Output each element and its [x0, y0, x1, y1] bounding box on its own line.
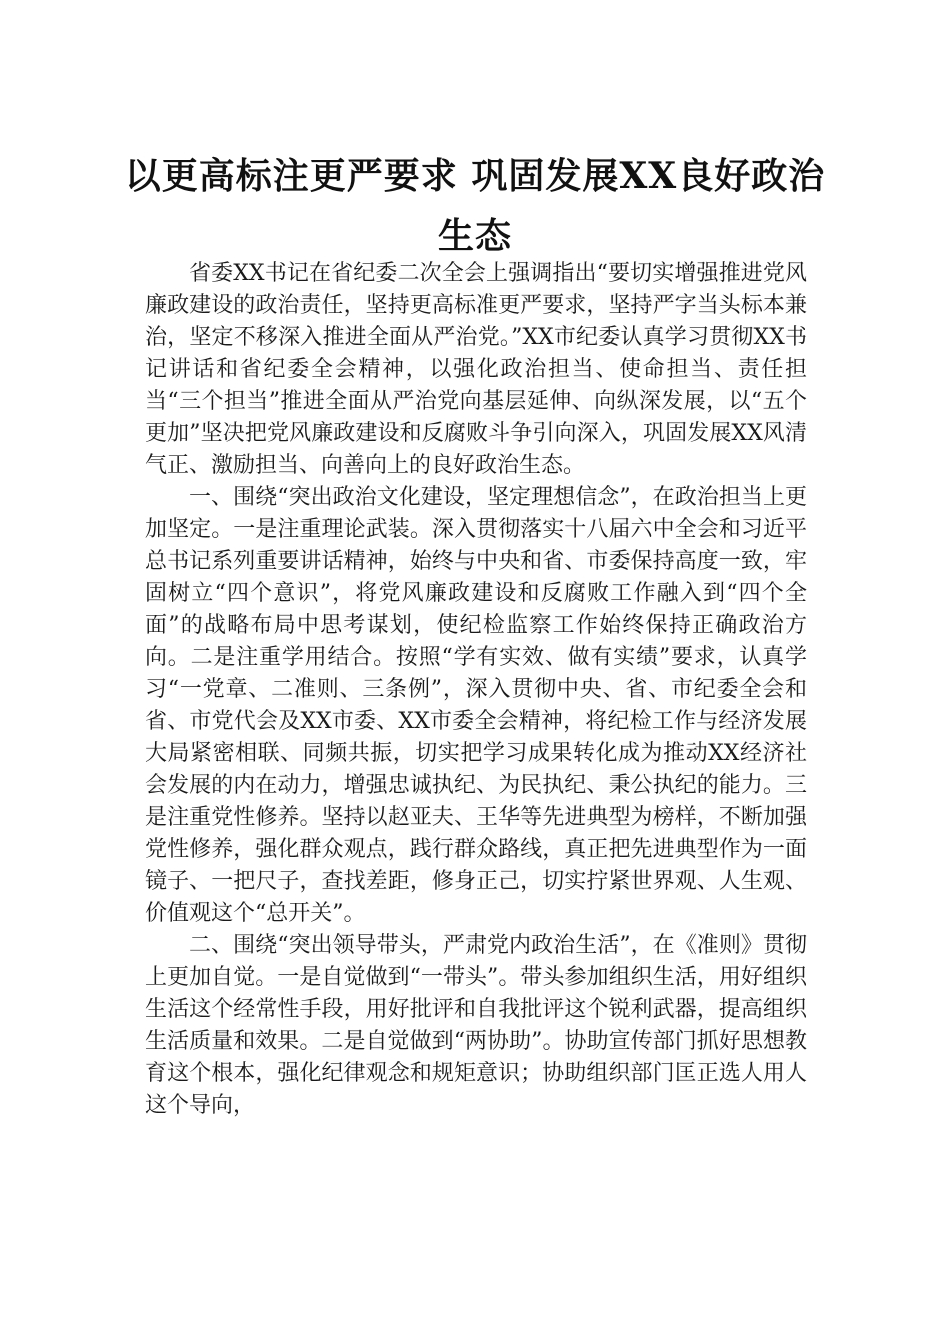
document-title: 以更高标注更严要求 巩固发展XX良好政治生态	[124, 155, 826, 257]
paragraph-intro: 省委XX书记在省纪委二次全会上强调指出“要切实增强推进党风廉政建设的政治责任，坚持更高标准更严要求，坚持严字当头标本兼治，坚定不移深入推进全面从严治党。”XX市纪委认真学习贯彻XX书记讲话和省纪委全会精神，以强化政治担当、使命担当、责任担当“三个担当”推进全面从严治党向基层延伸、向纵深发展，以“五个更加”坚决把党风廉政建设和反腐败斗争引向深入，巩固发展XX风清气正、激励担当、向善向上的良好政治生态。	[145, 261, 807, 478]
paragraph-section-1: 一、围绕“突出政治文化建设，坚定理想信念”，在政治担当上更加坚定。一是注重理论武装。深入贯彻落实十八届六中全会和习近平总书记系列重要讲话精神，始终与中央和省、市委保持高度一致，牢固树立“四个意识”，将党风廉政建设和反腐败工作融入到“四个全面”的战略布局中思考谋划，使纪检监察工作始终保持正确政治方向。二是注重学用结合。按照“学有实效、做有实绩”要求，认真学习“一党章、二准则、三条例”，深入贯彻中央、省、市纪委全会和省、市党代会及XX市委、XX市委全会精神，将纪检工作与经济发展大局紧密相联、同频共振，切实把学习成果转化成为推动XX经济社会发展的内在动力，增强忠诚执纪、为民执纪、秉公执纪的能力。三是注重党性修养。坚持以赵亚夫、王华等先进典型为榜样，不断加强党性修养，强化群众观点，践行群众路线，真正把先进典型作为一面镜子、一把尺子，查找差距，修身正己，切实拧紧世界观、人生观、价值观这个“总开关”。	[145, 485, 807, 926]
paragraph-section-2: 二、围绕“突出领导带头，严肃党内政治生活”，在《准则》贯彻上更加自觉。一是自觉做到“一带头”。带头参加组织生活，用好组织生活这个经常性手段，用好批评和自我批评这个锐利武器，提高组织生活质量和效果。二是自觉做到“两协助”。协助宣传部门抓好思想教育这个根本，强化纪律观念和规矩意识；协助组织部门匡正选人用人这个导向，	[145, 933, 807, 1118]
document-body	[145, 258, 807, 1122]
